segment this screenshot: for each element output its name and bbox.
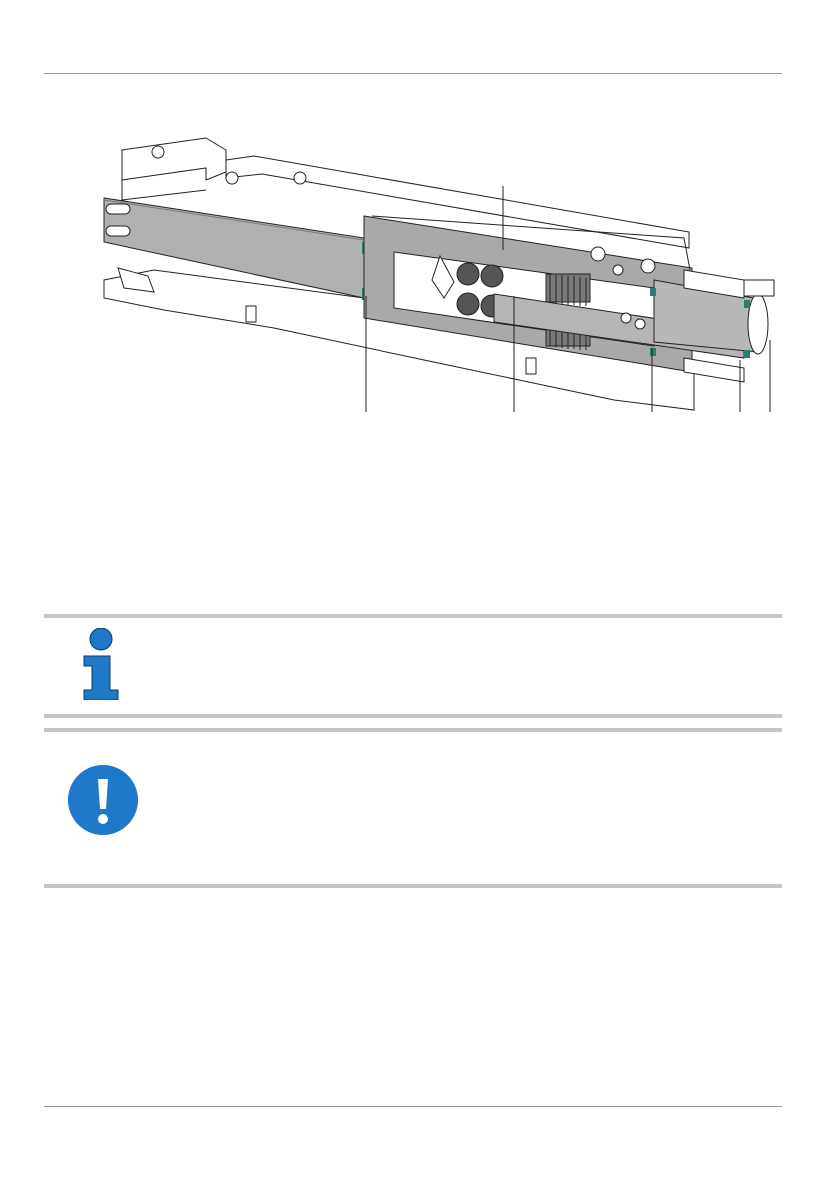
exclamation-circle-icon: [68, 765, 138, 835]
header-rule: [44, 73, 782, 74]
info-icon: [80, 628, 122, 700]
info-notice-bottom-rule: [44, 714, 782, 718]
info-notice-top-rule: [44, 614, 782, 618]
exclamation-circle-graphic: [68, 765, 138, 835]
footer-rule: [44, 1106, 782, 1107]
gripper-cross-section-drawing: [94, 120, 794, 420]
info-icon-graphic: [80, 628, 122, 700]
gripper-cross-section-figure: [94, 120, 794, 420]
warning-notice-bottom-rule: [44, 884, 782, 888]
warning-notice-top-rule: [44, 728, 782, 732]
